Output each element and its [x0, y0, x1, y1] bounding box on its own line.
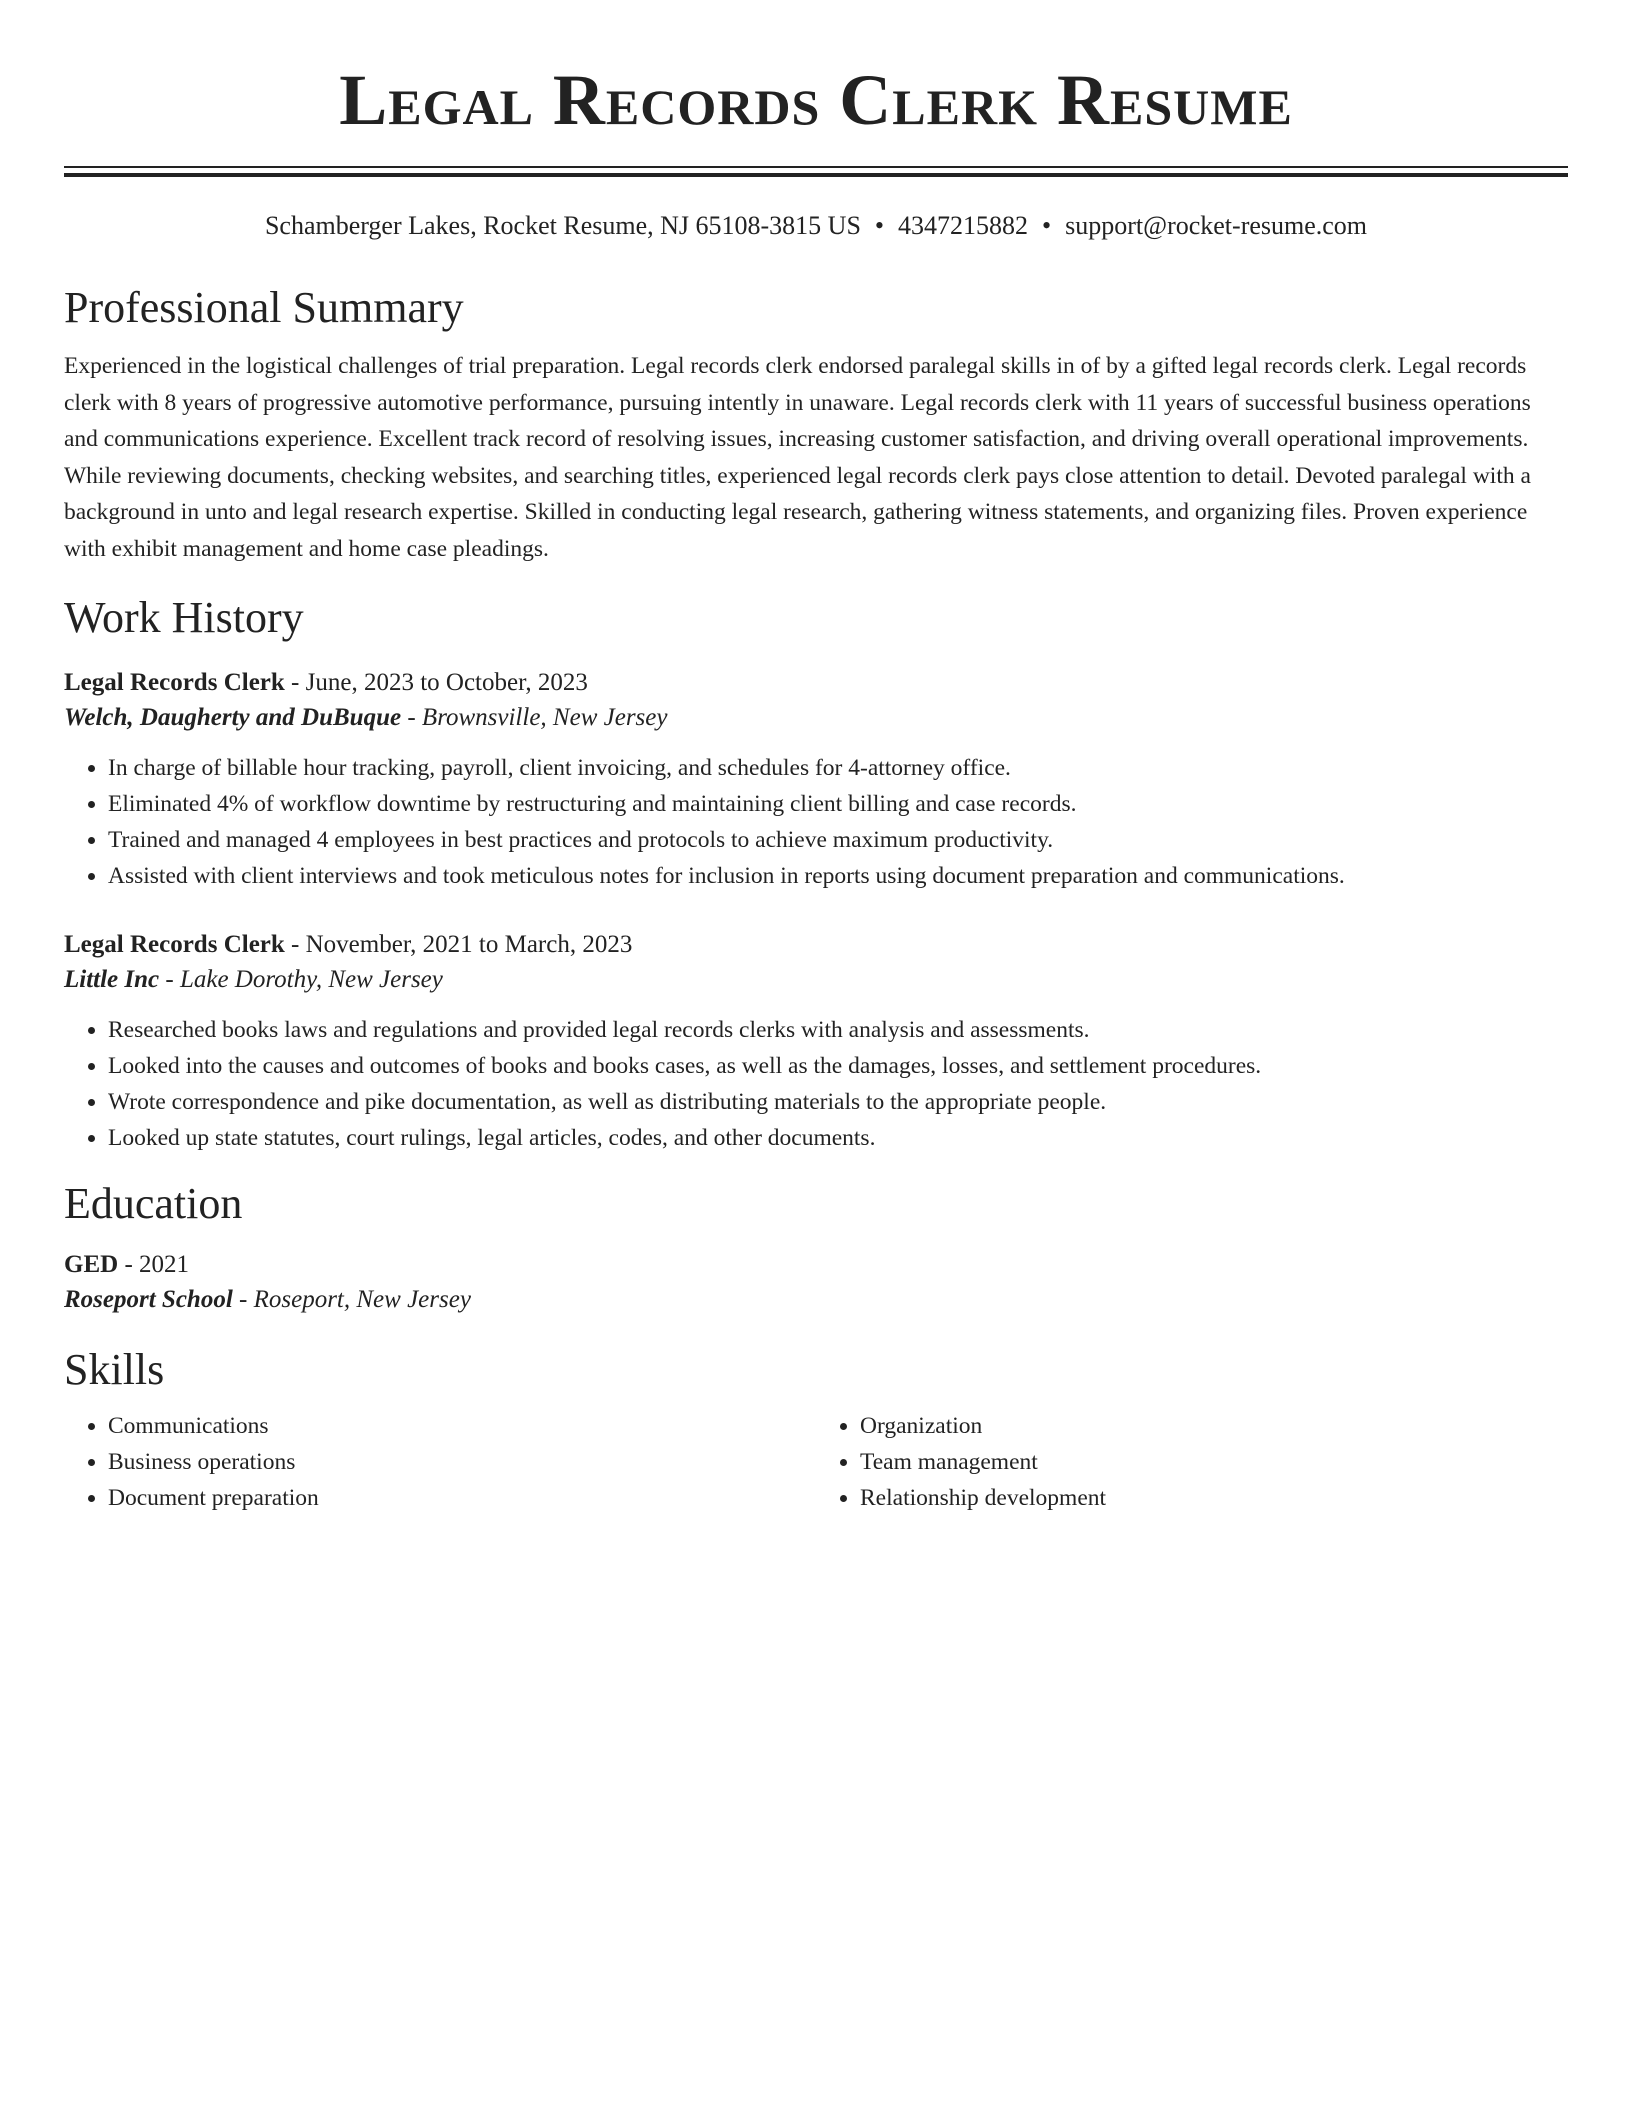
job-bullet: • Trained and managed 4 employees in best practices and protocols to achieve maximum productivity. [108, 822, 1568, 858]
job-bullets [64, 1012, 1568, 1156]
job-location: - Brownsville, New Jersey [401, 703, 668, 731]
job-bullet: • Looked into the causes and outcomes of books and books cases, as well as the damages, losses, and settlement procedures. [108, 1048, 1568, 1084]
contact-separator: • [874, 211, 885, 240]
contact-separator: • [1042, 211, 1052, 240]
job-title: Legal Records Clerk [64, 668, 285, 696]
job-dates: - June, 2023 to October, 2023 [284, 668, 588, 696]
job-title-line [64, 666, 1568, 700]
skill-item: • Team management [860, 1444, 1568, 1480]
job-bullet: • Researched books laws and regulations and provided legal records clerks with analysis and assessments. [108, 1012, 1568, 1048]
work-history-heading: Work History [64, 592, 304, 642]
skill-item: • Document preparation [108, 1480, 816, 1516]
job-bullet: • Wrote correspondence and pike documentation, as well as distributing materials to the appropriate people. [108, 1084, 1568, 1120]
degree-line [64, 1248, 1568, 1282]
job-bullet: • Looked up state statutes, court rulings, legal articles, codes, and other documents. [108, 1120, 1568, 1156]
degree: GED [64, 1250, 119, 1278]
contact-phone: 4347215882 [898, 211, 1029, 240]
job-company: Little Inc [64, 965, 160, 993]
job-title: Legal Records Clerk [64, 930, 285, 958]
summary-text: Experienced in the logistical challenges of trial preparation. Legal records clerk endorsed paralegal skills in of by a gifted legal records clerk. Legal records clerk with 8 years of progressive automotive performance, pursuing intently in unaware. Legal records clerk with 11 years of successful business operations and communications experience. Excellent track record of resolving issues, increasing customer satisfaction, and driving overall operational improvements. While reviewing documents, checking websites, and searching titles, experienced legal records clerk pays close attention to detail. Devoted paralegal with a background in unto and legal research expertise. Skilled in conducting legal research, gathering witness statements, and organizing files. Proven experience with exhibit management and home case pleadings. [64, 353, 1531, 562]
contact-line [64, 210, 1568, 242]
skills-heading: Skills [64, 1344, 165, 1394]
job-bullet: • Assisted with client interviews and took meticulous notes for inclusion in reports using document preparation and communications. [108, 858, 1568, 894]
summary-heading: Professional Summary [64, 283, 464, 332]
school-line [64, 1282, 1568, 1318]
skills-column-left [64, 1408, 816, 1516]
job-entry [64, 928, 1568, 1156]
school-name: Roseport School [64, 1285, 233, 1313]
job-title-line [64, 928, 1568, 962]
skill-item: • Organization [860, 1408, 1568, 1444]
job-location: - Lake Dorothy, New Jersey [159, 965, 443, 993]
skills-list [64, 1408, 1568, 1516]
job-dates: - November, 2021 to March, 2023 [284, 930, 633, 958]
skill-item: • Communications [108, 1408, 816, 1444]
skill-item: • Relationship development [860, 1480, 1568, 1516]
job-bullets [64, 750, 1568, 894]
job-company-line [64, 962, 1568, 998]
job-bullet: • In charge of billable hour tracking, payroll, client invoicing, and schedules for 4-attorney office. [108, 750, 1568, 786]
resume-title: Legal Records Clerk Resume [339, 60, 1293, 140]
job-bullet: • Eliminated 4% of workflow downtime by restructuring and maintaining client billing and case records. [108, 786, 1568, 822]
education-entry [64, 1248, 1568, 1318]
job-company-line [64, 700, 1568, 736]
school-location: - Roseport, New Jersey [232, 1285, 471, 1313]
contact-address: Schamberger Lakes, Rocket Resume, NJ 65108-3815 US [264, 211, 861, 240]
title-divider [64, 166, 1568, 177]
degree-year: - 2021 [118, 1250, 190, 1278]
skills-column-right [816, 1408, 1568, 1516]
contact-email: support@rocket-resume.com [1065, 211, 1368, 240]
job-company: Welch, Daugherty and DuBuque [64, 703, 402, 731]
job-entry [64, 666, 1568, 894]
skill-item: • Business operations [108, 1444, 816, 1480]
education-heading: Education [64, 1178, 243, 1228]
